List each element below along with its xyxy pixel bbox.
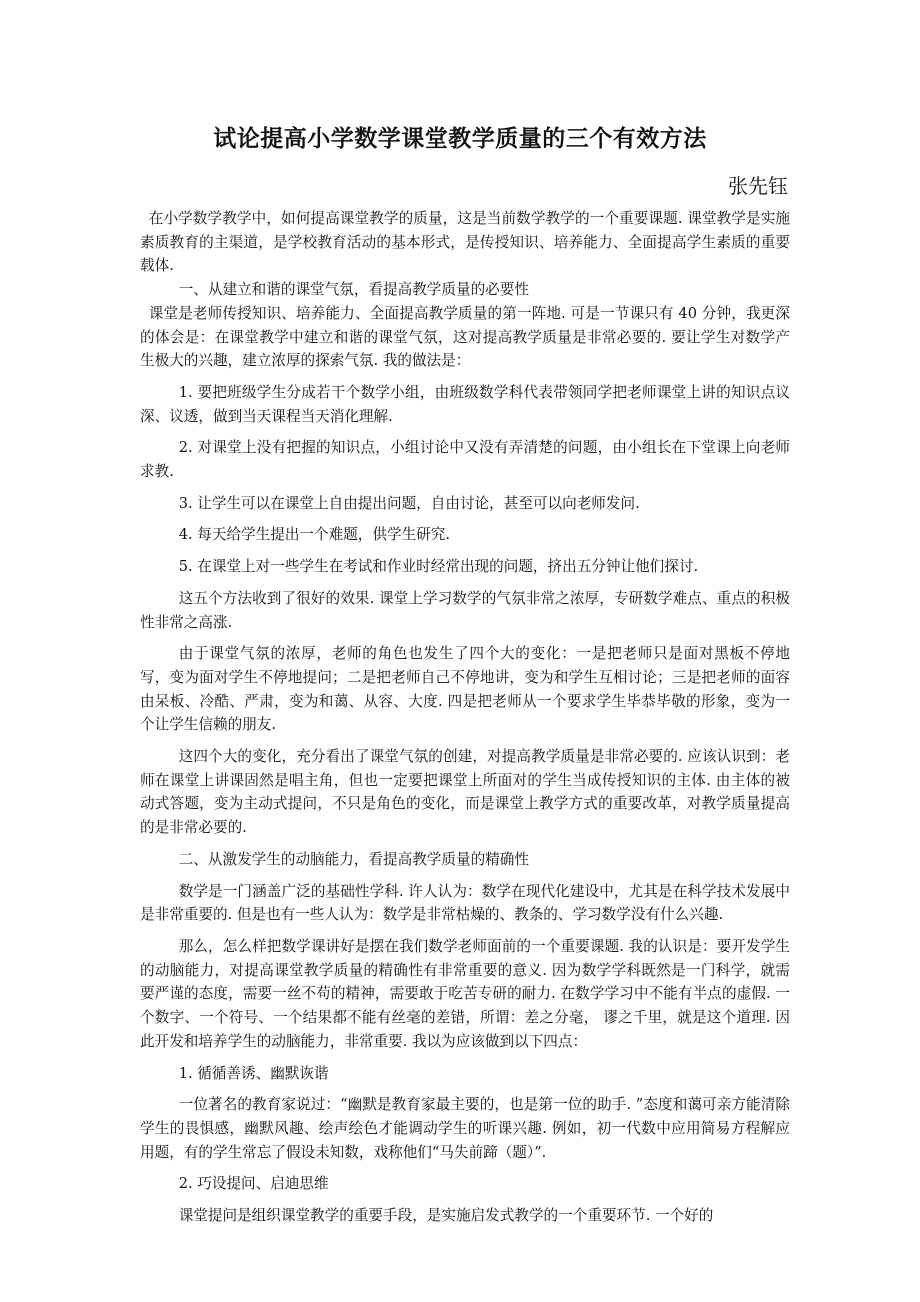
paragraph-intro: 在小学数学教学中，如何提高课堂教学的质量，这是当前数学教学的一个重要课题. 课堂教学是实施素质教育的主渠道，是学校教育活动的基本形式，是传授知识、培养能力、全面提高学生素质的重要载体. <box>140 210 790 275</box>
paragraph: 数学是一门涵盖广泛的基础性学科. 许人认为：数学在现代化建设中，尤其是在科学技术发展中是非常重要的. 但是也有一些人认为：数学是非常枯燥的、教条的、学习数学没有什么兴趣. <box>140 882 790 924</box>
section-heading-1: 一、从建立和谐的课堂气氛，看提高教学质量的必要性 <box>178 281 529 299</box>
paragraph: 由于课堂气氛的浓厚，老师的角色也发生了四个大的变化：一是把老师只是面对黑板不停地写，变为面对学生不停地提问；二是把老师自己不停地讲，变为和学生互相讨论；三是把老师的面容由呆板、冷酷、严肃，变为和蔼、从容、大度. 四是把老师从一个要求学生毕恭毕敬的形象，变为一个让学生信赖的朋友. <box>140 645 790 734</box>
paragraph: 课堂提问是组织课堂教学的重要手段，是实施启发式教学的一个重要环节. 一个好的 <box>178 1207 714 1225</box>
list-item: 2. 对课堂上没有把握的知识点，小组讨论中又没有弄清楚的问题，由小组长在下堂课上向老师求教. <box>140 439 790 481</box>
subheading: 2. 巧设提问、启迪思维 <box>178 1175 329 1193</box>
paragraph: 这五个方法收到了很好的效果. 课堂上学习数学的气氛非常之浓厚，专研数学难点、重点的积极性非常之高涨. <box>140 589 790 631</box>
paragraph: 这四个大的变化，充分看出了课堂气氛的创建，对提高教学质量是非常必要的. 应该认识到：老师在课堂上讲课固然是唱主角，但也一定要把课堂上所面对的学生当成传授知识的主体. 由主体的被动式答题，变为主动式提问，不只是角色的变化，而是课堂上教学方式的重要改革，对教学质量提高的是非常必要的. <box>140 748 790 837</box>
paragraph: 一位著名的教育家说过：“幽默是教育家最主要的，也是第一位的助手. ”态度和蔼可亲方能清除学生的畏惧感，幽默风趣、绘声绘色才能调动学生的听课兴趣. 例如，初一代数中应用简易方程解应用题，有的学生常忘了假设未知数，戏称他们“马失前蹄（题）”. <box>140 1096 790 1161</box>
author-name: 张先钰 <box>728 174 788 198</box>
list-item: 5. 在课堂上对一些学生在考试和作业时经常出现的问题，挤出五分钟让他们探讨. <box>178 558 699 576</box>
paragraph: 课堂是老师传授知识、培养能力、全面提高教学质量的第一阵地. 可是一节课只有 40 分钟，我更深的体会是：在课堂教学中建立和谐的课堂气氛，这对提高教学质量是非常必要的. 要让学生对数学产生极大的兴趣，建立浓厚的探索气氛. 我的做法是： <box>140 304 790 370</box>
document-title: 试论提高小学数学课堂教学质量的三个有效方法 <box>213 126 707 152</box>
list-item: 3. 让学生可以在课堂上自由提出问题，自由讨论，甚至可以向老师发问. <box>178 494 640 512</box>
paragraph: 那么，怎么样把数学课讲好是摆在我们数学老师面前的一个重要课题. 我的认识是：要开发学生的动脑能力，对提高课堂教学质量的精确性有非常重要的意义. 因为数学学科既然是一门科学，就需要严谨的态度，需要一丝不苟的精神，需要敢于吃苦专研的耐力. 在数学学习中不能有半点的虚假. 一个数字、一个符号、一个结果都不能有丝毫的差错，所谓：差之分毫， 谬之千里，就是这个道理. 因此开发和培养学生的动脑能力，非常重要. 我以为应该做到以下四点： <box>140 937 790 1050</box>
list-item: 1. 要把班级学生分成若干个数学小组，由班级数学科代表带领同学把老师课堂上讲的知识点议深、议透，做到当天课程当天消化理解. <box>140 383 790 425</box>
subheading: 1. 循循善诱、幽默诙谐 <box>178 1064 329 1082</box>
section-heading-2: 二、从激发学生的动脑能力，看提高教学质量的精确性 <box>178 850 529 868</box>
document-body <box>140 207 790 1228</box>
list-item: 4. 每天给学生提出一个难题，供学生研究. <box>178 526 450 544</box>
